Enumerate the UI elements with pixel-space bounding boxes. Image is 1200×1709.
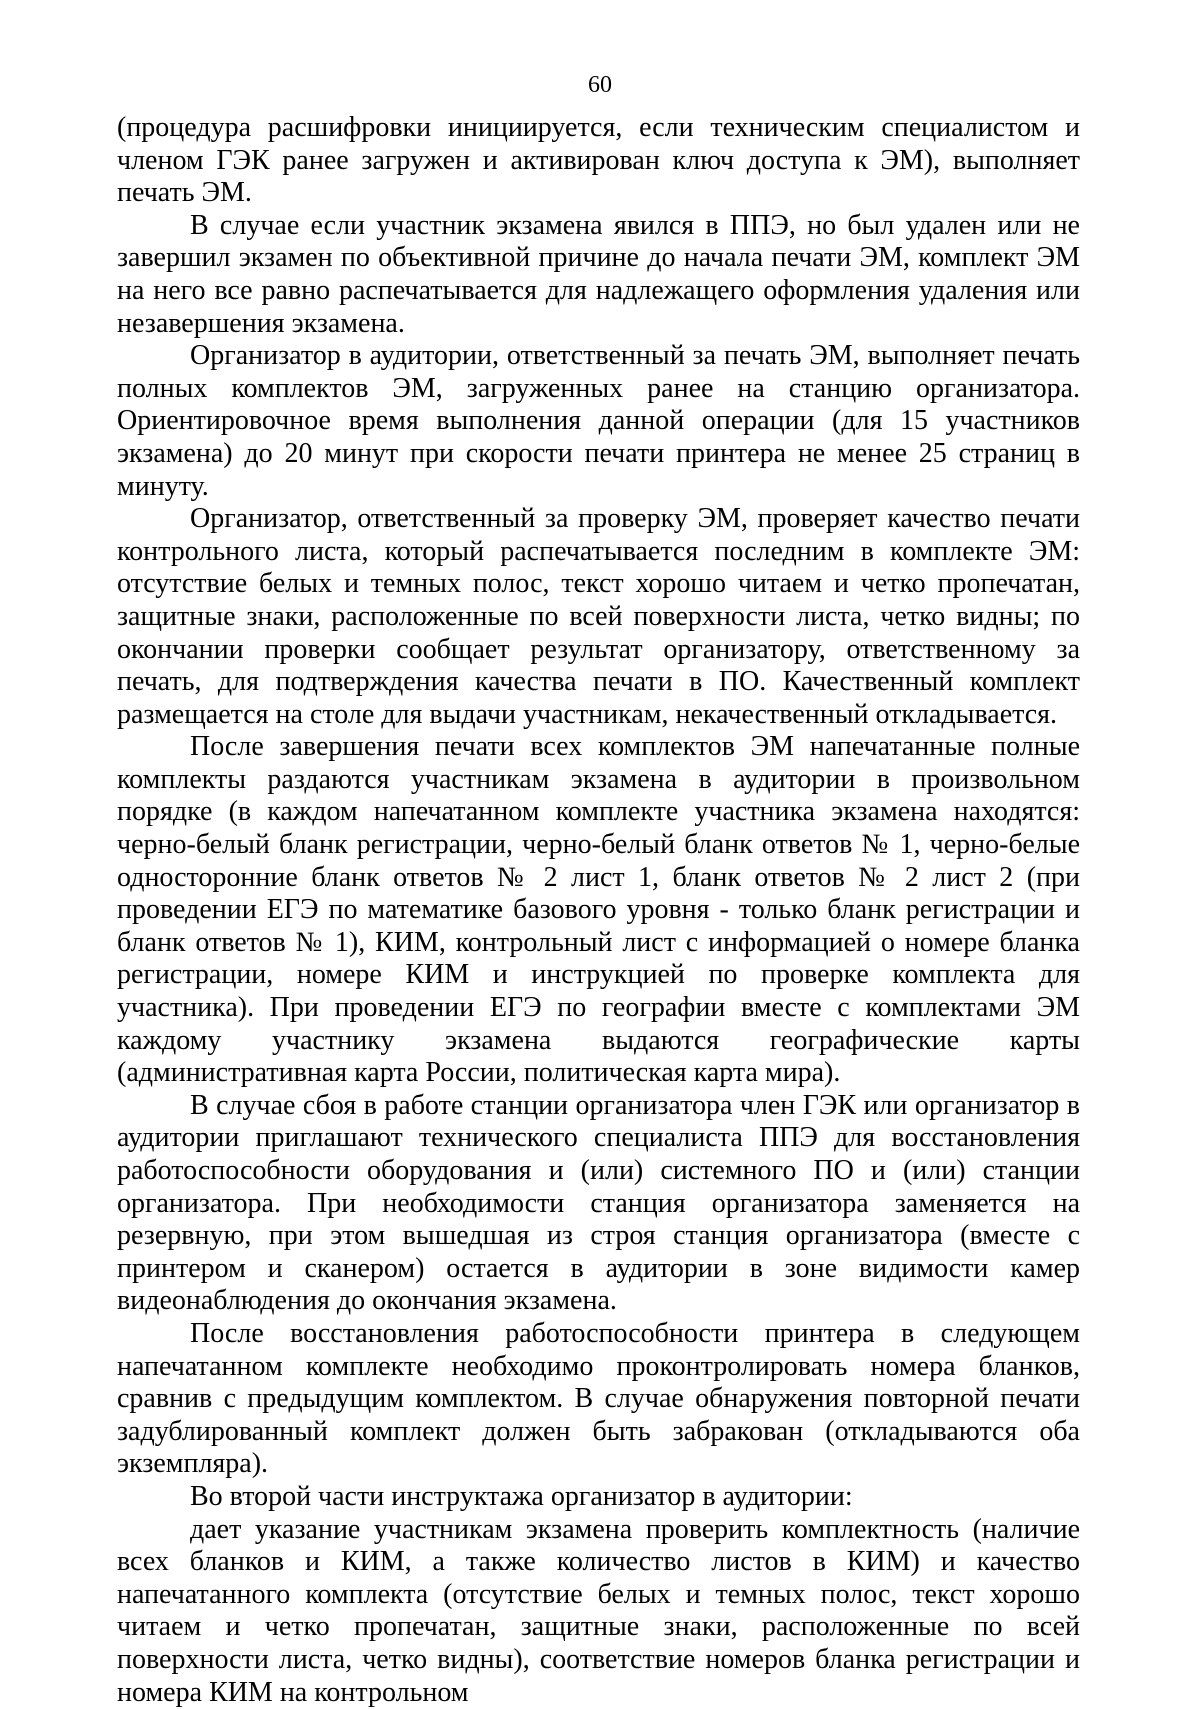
page-number: 60 — [588, 72, 612, 98]
paragraph: После восстановления работоспособности принтера в следующем напечатанном комплекте необходимо проконтролировать номера бланков, сравнив с предыдущим комплектом. В случае обнаружения повторной печати задублированный комплект должен быть забракован (откладываются оба экземпляра). — [117, 1317, 1080, 1480]
document-body — [117, 112, 1080, 1709]
paragraph: Во второй части инструктажа организатор в аудитории: — [190, 1480, 853, 1512]
paragraph: дает указание участникам экзамена проверить комплектность (наличие всех бланков и КИМ, а также количество листов в КИМ) и качество напечатанного комплекта (отсутствие белых и темных полос, текст хорошо читаем и четко пропечатан, защитные знаки, расположенные по всей поверхности листа, четко видны), соответствие номеров бланка регистрации и номера КИМ на контрольном — [117, 1513, 1080, 1708]
paragraph: После завершения печати всех комплектов ЭМ напечатанные полные комплекты раздаются участникам экзамена в аудитории в произвольном порядке (в каждом напечатанном комплекте участника экзамена находятся: черно-белый бланк регистрации, черно-белый бланк ответов № 1, черно-белые односторонние бланк ответов № 2 лист 1, бланк ответов № 2 лист 2 (при проведении ЕГЭ по математике базового уровня - только бланк регистрации и бланк ответов № 1), КИМ, контрольный лист с информацией о номере бланка регистрации, номере КИМ и инструкцией по проверке комплекта для участника). При проведении ЕГЭ по географии вместе с комплектами ЭМ каждому участнику экзамена выдаются географические карты (административная карта России, политическая карта мира). — [117, 731, 1080, 1089]
paragraph: (процедура расшифровки инициируется, если техническим специалистом и членом ГЭК ранее загружен и активирован ключ доступа к ЭМ), выполняет печать ЭМ. — [117, 112, 1080, 209]
paragraph: В случае если участник экзамена явился в ППЭ, но был удален или не завершил экзамен по объективной причине до начала печати ЭМ, комплект ЭМ на него все равно распечатывается для надлежащего оформления удаления или незавершения экзамена. — [117, 209, 1080, 339]
paragraph: Организатор, ответственный за проверку ЭМ, проверяет качество печати контрольного листа, который распечатывается последним в комплекте ЭМ: отсутствие белых и темных полос, текст хорошо читаем и четко пропечатан, защитные знаки, расположенные по всей поверхности листа, четко видны; по окончании проверки сообщает результат организатору, ответственному за печать, для подтверждения качества печати в ПО. Качественный комплект размещается на столе для выдачи участникам, некачественный откладывается. — [117, 503, 1080, 730]
paragraph: В случае сбоя в работе станции организатора член ГЭК или организатор в аудитории приглашают технического специалиста ППЭ для восстановления работоспособности оборудования и (или) системного ПО и (или) станции организатора. При необходимости станция организатора заменяется на резервную, при этом вышедшая из строя станция организатора (вместе с принтером и сканером) остается в аудитории в зоне видимости камер видеонаблюдения до окончания экзамена. — [117, 1089, 1080, 1317]
paragraph: Организатор в аудитории, ответственный за печать ЭМ, выполняет печать полных комплектов ЭМ, загруженных ранее на станцию организатора. Ориентировочное время выполнения данной операции (для 15 участников экзамена) до 20 минут при скорости печати принтера не менее 25 страниц в минуту. — [117, 340, 1080, 502]
